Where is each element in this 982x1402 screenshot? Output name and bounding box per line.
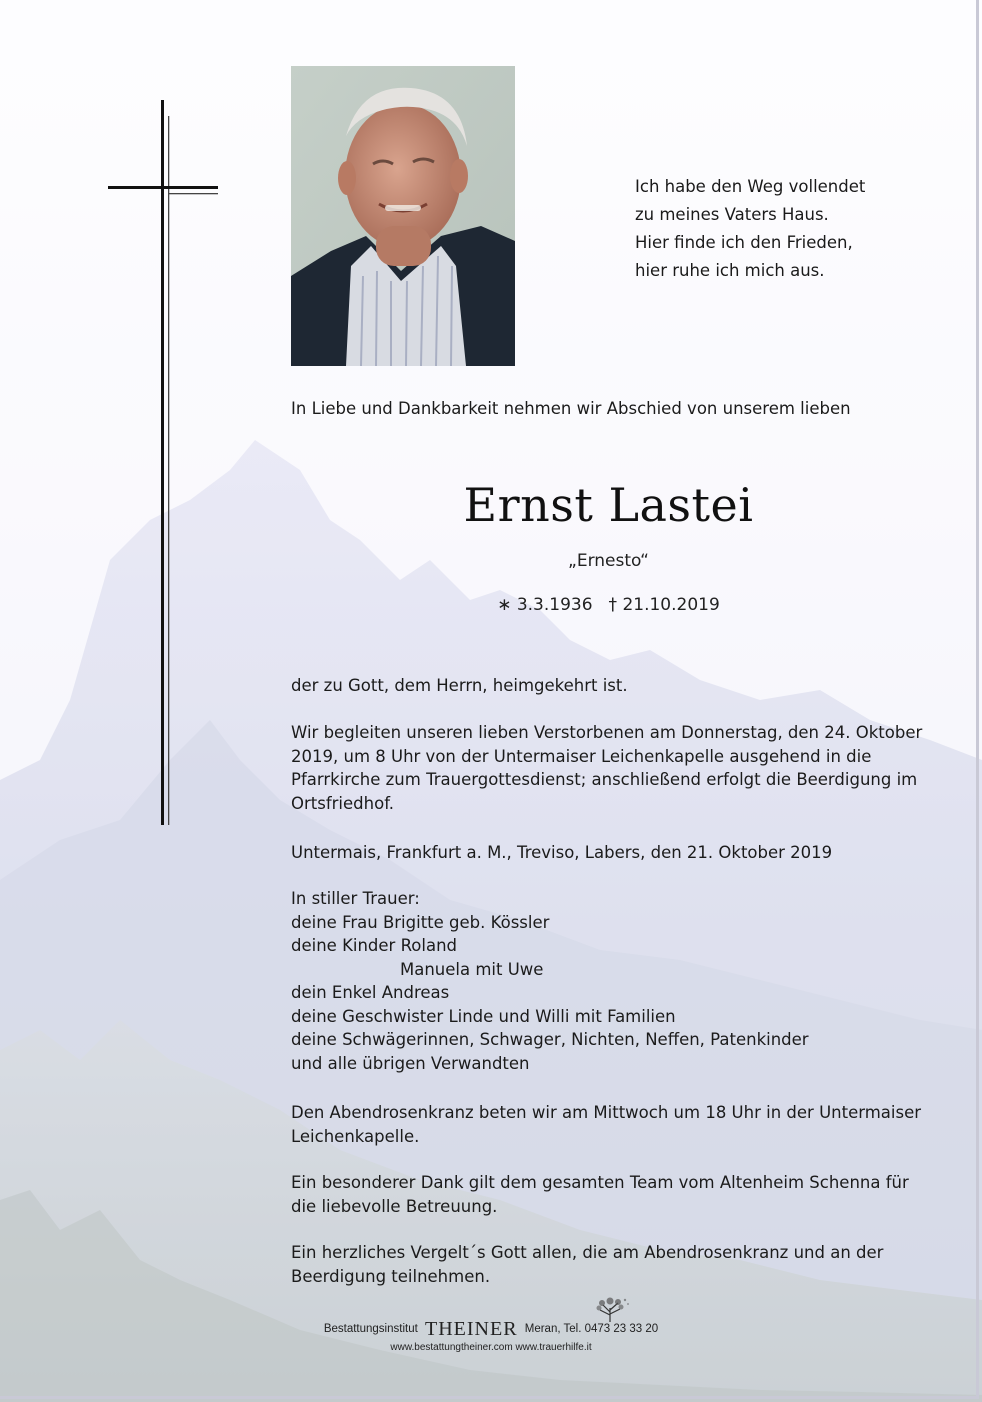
life-dates — [0, 595, 982, 615]
portrait-photo — [291, 66, 515, 366]
birth-date: ∗ 3.3.1936 — [497, 595, 593, 615]
footer-brand: THEINER — [425, 1318, 518, 1340]
final-line: Beerdigung teilnehmen. — [291, 1266, 491, 1286]
final-line: Ein herzliches Vergelt´s Gott allen, die am Abendrosenkranz und an der — [291, 1243, 884, 1262]
rosary-line: Den Abendrosenkranz beten wir am Mittwoch um 18 Uhr in der Untermaiser — [291, 1103, 922, 1122]
ceremony-line: Pfarrkirche zum Trauergottesdienst; anschließend erfolgt die Beerdigung im — [291, 770, 918, 789]
ceremony-paragraph — [291, 721, 922, 815]
death-date: † 21.10.2019 — [608, 595, 720, 615]
cross-icon — [100, 100, 230, 830]
thanks-paragraph — [291, 1171, 909, 1218]
poem — [635, 173, 865, 285]
place-date: Untermais, Frankfurt a. M., Treviso, Labers, den 21. Oktober 2019 — [291, 843, 833, 862]
footer-web: www.bestattungtheiner.com www.trauerhilfe.it — [390, 1342, 592, 1353]
funeral-home-footer — [0, 1318, 982, 1353]
mourner-line: und alle übrigen Verwandten — [291, 1053, 530, 1073]
final-paragraph — [291, 1241, 883, 1288]
poem-line: zu meines Vaters Haus. — [635, 205, 829, 224]
footer-prefix: Bestattungsinstitut — [323, 1323, 418, 1335]
rosary-paragraph — [291, 1101, 921, 1148]
ceremony-line: Ortsfriedhof. — [291, 793, 395, 813]
intro-text: In Liebe und Dankbarkeit nehmen wir Abschied von unserem lieben — [291, 399, 851, 418]
mourner-line: dein Enkel Andreas — [291, 983, 450, 1002]
mourner-line: deine Schwägerinnen, Schwager, Nichten, Neffen, Patenkinder — [291, 1030, 809, 1049]
deceased-nickname: „Ernesto“ — [568, 551, 649, 571]
ceremony-line: Wir begleiten unseren lieben Verstorbenen am Donnerstag, den 24. Oktober — [291, 723, 923, 742]
poem-line: Hier finde ich den Frieden, — [635, 233, 853, 252]
thanks-line: die liebevolle Betreuung. — [291, 1196, 498, 1216]
mourner-line: deine Geschwister Linde und Willi mit Familien — [291, 1006, 676, 1026]
mourner-line: Manuela mit Uwe — [400, 959, 544, 979]
rosary-line: Leichenkapelle. — [291, 1126, 420, 1146]
mourner-line: deine Frau Brigitte geb. Kössler — [291, 912, 550, 932]
poem-line: Ich habe den Weg vollendet — [635, 177, 866, 196]
thanks-line: Ein besonderer Dank gilt dem gesamten Team vom Altenheim Schenna für — [291, 1173, 909, 1192]
returned-text: der zu Gott, dem Herrn, heimgekehrt ist. — [291, 676, 628, 695]
mourners-list — [291, 887, 809, 1075]
mourners-heading: In stiller Trauer: — [291, 889, 420, 908]
mourner-line: deine Kinder Roland — [291, 936, 458, 955]
deceased-name: Ernst Lastei — [463, 478, 754, 532]
footer-contact: Meran, Tel. 0473 23 33 20 — [524, 1323, 659, 1335]
poem-line: hier ruhe ich mich aus. — [635, 261, 825, 280]
ceremony-line: 2019, um 8 Uhr von der Untermaiser Leichenkapelle ausgehend in die — [291, 746, 872, 766]
